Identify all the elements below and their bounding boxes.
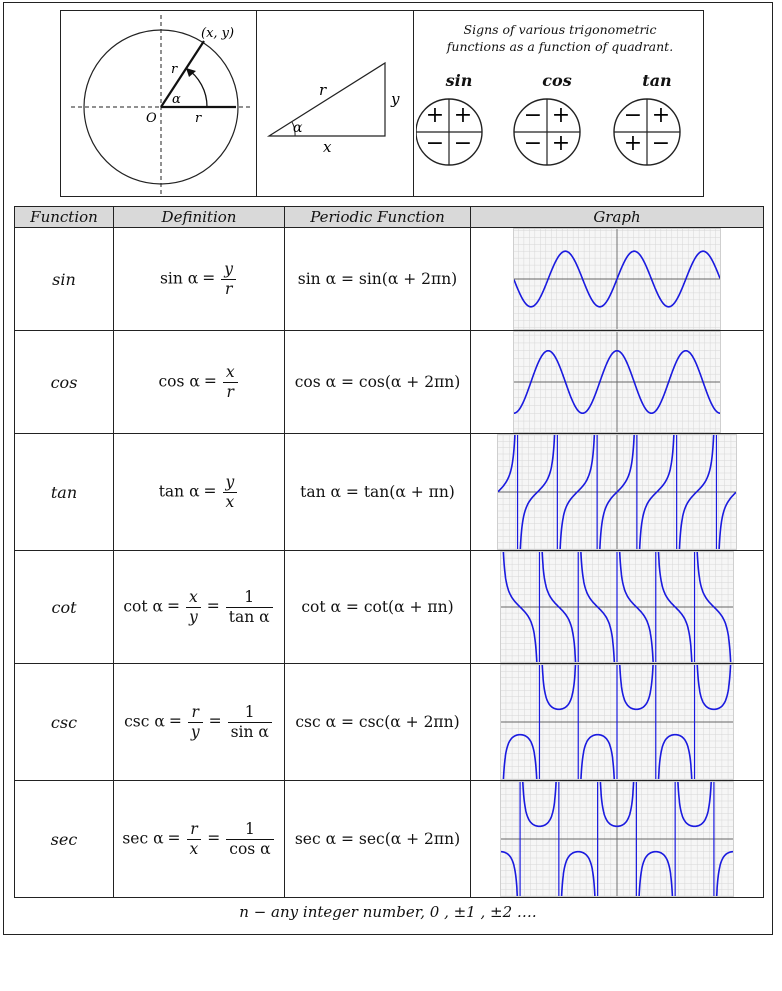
trig-function-table [14, 206, 764, 898]
origin-label: O [146, 111, 157, 126]
def-lhs: csc α [124, 712, 165, 730]
definition-cell: csc α = $\frac{r}{y}$ = $\frac{1}{\text{sin α}}$ [114, 664, 285, 781]
table-row [15, 434, 764, 551]
signs-title: Signs of various trigonometric functions as a function of quadrant. [446, 22, 674, 54]
quadrant-sign: − [425, 131, 445, 156]
def-lhs: sec α [122, 829, 164, 847]
def-lhs: cot α [123, 597, 163, 615]
periodic-function: sin α = sin(α + 2πn) [285, 228, 471, 331]
column-header: Function [15, 207, 114, 228]
function-name: cos [15, 331, 114, 434]
definition-cell: sin α = $\frac{y}{r}$ [114, 228, 285, 331]
opp-label: y [391, 90, 400, 108]
definition-fraction: $\frac{y}{x}$ [223, 473, 238, 512]
angle-label: α [293, 120, 303, 136]
definition-fraction: $\frac{r}{x}$ [187, 820, 202, 859]
quadrant-sign: − [651, 131, 671, 156]
point-label: (x, y) [201, 26, 235, 41]
table-row [15, 551, 764, 664]
reciprocal-fraction: $\frac{1}{\text{cos α}}$ [226, 820, 273, 859]
column-header: Periodic Function [285, 207, 471, 228]
column-header: Graph [471, 207, 764, 228]
function-name: cot [15, 551, 114, 664]
quadrant-sign: − [523, 131, 543, 156]
quadrant-sign: − [623, 103, 643, 128]
definition-cell: tan α = $\frac{y}{x}$ [114, 434, 285, 551]
definition-fraction: $\frac{y}{r}$ [221, 260, 236, 299]
def-lhs: sin α [159, 269, 199, 287]
reciprocal-fraction: $\frac{1}{\text{sin α}}$ [228, 703, 272, 742]
right-triangle-diagram [257, 11, 413, 197]
periodic-function: sec α = sec(α + 2πn) [285, 781, 471, 898]
periodic-function: cos α = cos(α + 2πn) [285, 331, 471, 434]
quadrant-sign: − [523, 103, 543, 128]
graph-cell [471, 551, 764, 664]
reciprocal-fraction: $\frac{1}{\text{tan α}}$ [226, 588, 273, 627]
sign-function-label: cos [542, 71, 572, 90]
angle-label: α [172, 92, 181, 107]
divider [413, 11, 414, 196]
quadrant-sign: − [453, 131, 473, 156]
table-row [15, 781, 764, 898]
table-row [15, 331, 764, 434]
function-name: sin [15, 228, 114, 331]
quadrant-sign: + [425, 103, 445, 128]
sin-graph [513, 228, 721, 330]
quadrant-sign-circles [416, 95, 706, 175]
definition-fraction: $\frac{r}{y}$ [188, 703, 203, 742]
table-row [15, 664, 764, 781]
graph-cell [471, 781, 764, 898]
table-header-row [15, 207, 764, 228]
table-row [15, 228, 764, 331]
function-name: sec [15, 781, 114, 898]
sign-function-label: tan [642, 71, 672, 90]
footer-note: n − any integer number, 0 , ±1 , ±2 …. [239, 903, 537, 921]
quadrant-sign: + [453, 103, 473, 128]
quadrant-sign: + [623, 131, 643, 156]
graph-cell [471, 228, 764, 331]
top-diagram-box [60, 10, 704, 197]
function-name: tan [15, 434, 114, 551]
cot-graph [500, 551, 734, 663]
periodic-function: csc α = csc(α + 2πn) [285, 664, 471, 781]
hyp-label: r [319, 81, 327, 99]
radius-label: r [195, 111, 202, 126]
sec-graph [500, 781, 734, 897]
radius-label: r [171, 62, 178, 77]
definition-fraction: $\frac{x}{y}$ [186, 588, 201, 627]
quadrant-sign: + [551, 103, 571, 128]
definition-cell: cos α = $\frac{x}{r}$ [114, 331, 285, 434]
cos-graph [513, 331, 721, 433]
graph-cell [471, 664, 764, 781]
function-name: csc [15, 664, 114, 781]
periodic-function: tan α = tan(α + πn) [285, 434, 471, 551]
definition-cell: sec α = $\frac{r}{x}$ = $\frac{1}{\text{cos α}}$ [114, 781, 285, 898]
def-lhs: cos α [158, 372, 200, 390]
tan-graph [497, 434, 737, 550]
column-header: Definition [114, 207, 285, 228]
unit-circle-diagram [61, 11, 256, 197]
quadrant-sign: + [551, 131, 571, 156]
def-lhs: tan α [158, 482, 200, 500]
sign-function-label: sin [445, 71, 473, 90]
graph-cell [471, 434, 764, 551]
definition-cell: cot α = $\frac{x}{y}$ = $\frac{1}{\text{tan α}}$ [114, 551, 285, 664]
graph-cell [471, 331, 764, 434]
periodic-function: cot α = cot(α + πn) [285, 551, 471, 664]
quadrant-sign: + [651, 103, 671, 128]
adj-label: x [323, 138, 332, 156]
definition-fraction: $\frac{x}{r}$ [223, 363, 238, 402]
csc-graph [500, 664, 734, 780]
